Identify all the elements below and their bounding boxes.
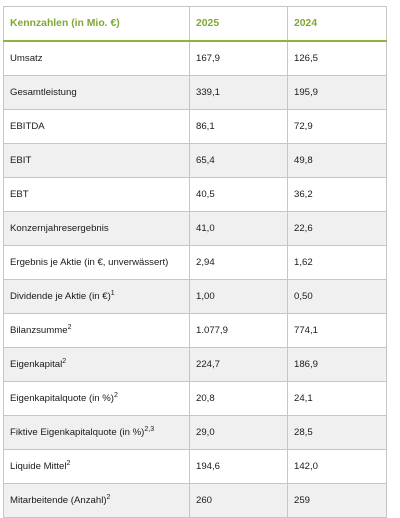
value-2025: 41,0 xyxy=(190,212,288,246)
row-label-cell xyxy=(4,450,190,484)
value-2024: 49,8 xyxy=(288,144,387,178)
row-label: Dividende je Aktie (in €) xyxy=(10,290,111,302)
footnote-marker: 2,3 xyxy=(144,425,155,433)
row-label-cell xyxy=(4,246,190,280)
value-2024: 72,9 xyxy=(288,110,387,144)
row-label-cell xyxy=(4,178,190,212)
value-2025: 1,00 xyxy=(190,280,288,314)
table-row xyxy=(4,314,387,348)
row-label: Eigenkapital xyxy=(10,358,63,370)
row-label: Liquide Mittel xyxy=(10,460,67,472)
footnote-marker: 2 xyxy=(62,357,67,365)
value-2024: 1,62 xyxy=(288,246,387,280)
row-label-cell xyxy=(4,212,190,246)
table-row xyxy=(4,246,387,280)
row-label: Bilanzsumme xyxy=(10,324,68,336)
row-label: EBITDA xyxy=(10,120,45,132)
value-2024: 259 xyxy=(288,484,387,518)
row-label: EBT xyxy=(10,188,29,200)
value-2025: 1.077,9 xyxy=(190,314,288,348)
row-label: Mitarbeitende (Anzahl) xyxy=(10,494,107,506)
footnote-marker: 2 xyxy=(106,493,111,501)
value-2024: 195,9 xyxy=(288,76,387,110)
value-2025: 86,1 xyxy=(190,110,288,144)
table-row xyxy=(4,110,387,144)
value-2025: 194,6 xyxy=(190,450,288,484)
value-2024: 0,50 xyxy=(288,280,387,314)
row-label: Eigenkapitalquote (in %) xyxy=(10,392,114,404)
row-label-cell xyxy=(4,416,190,450)
value-2025: 65,4 xyxy=(190,144,288,178)
table-row xyxy=(4,382,387,416)
value-2024: 142,0 xyxy=(288,450,387,484)
header-year-2025: 2025 xyxy=(190,7,288,42)
value-2024: 36,2 xyxy=(288,178,387,212)
row-label: Umsatz xyxy=(10,52,43,64)
value-2025: 29,0 xyxy=(190,416,288,450)
table-row xyxy=(4,348,387,382)
table-body xyxy=(4,41,387,518)
footnote-marker: 2 xyxy=(114,391,118,399)
key-figures-table xyxy=(3,6,387,518)
value-2024: 186,9 xyxy=(288,348,387,382)
row-label-cell xyxy=(4,280,190,314)
table-row xyxy=(4,280,387,314)
row-label-cell xyxy=(4,484,190,518)
value-2025: 224,7 xyxy=(190,348,288,382)
value-2025: 339,1 xyxy=(190,76,288,110)
header-kennzahlen: Kennzahlen (in Mio. €) xyxy=(4,7,190,42)
row-label-cell xyxy=(4,348,190,382)
row-label-cell xyxy=(4,76,190,110)
value-2025: 20,8 xyxy=(190,382,288,416)
value-2025: 260 xyxy=(190,484,288,518)
row-label-cell xyxy=(4,110,190,144)
footnote-marker: 1 xyxy=(110,289,115,297)
row-label-cell xyxy=(4,41,190,76)
table-row xyxy=(4,144,387,178)
value-2024: 24,1 xyxy=(288,382,387,416)
value-2025: 167,9 xyxy=(190,41,288,76)
value-2024: 774,1 xyxy=(288,314,387,348)
footnote-marker: 2 xyxy=(66,459,71,467)
table-row xyxy=(4,484,387,518)
value-2024: 28,5 xyxy=(288,416,387,450)
header-year-2024: 2024 xyxy=(288,7,387,42)
row-label: Fiktive Eigenkapitalquote (in %) xyxy=(10,426,145,438)
row-label-cell xyxy=(4,382,190,416)
row-label: EBIT xyxy=(10,154,32,166)
table-header-row xyxy=(4,7,387,42)
table-row xyxy=(4,212,387,246)
value-2025: 2,94 xyxy=(190,246,288,280)
table-row xyxy=(4,450,387,484)
row-label-cell xyxy=(4,314,190,348)
row-label: Gesamtleistung xyxy=(10,86,77,98)
footnote-marker: 2 xyxy=(67,323,72,331)
table-row xyxy=(4,416,387,450)
row-label-cell xyxy=(4,144,190,178)
row-label: Ergebnis je Aktie (in €, unverwässert) xyxy=(10,256,169,268)
table-row xyxy=(4,76,387,110)
value-2024: 22,6 xyxy=(288,212,387,246)
row-label: Konzernjahresergebnis xyxy=(10,222,109,234)
value-2025: 40,5 xyxy=(190,178,288,212)
table-row xyxy=(4,178,387,212)
table-row xyxy=(4,41,387,76)
value-2024: 126,5 xyxy=(288,41,387,76)
key-figures-table-container xyxy=(3,6,386,518)
